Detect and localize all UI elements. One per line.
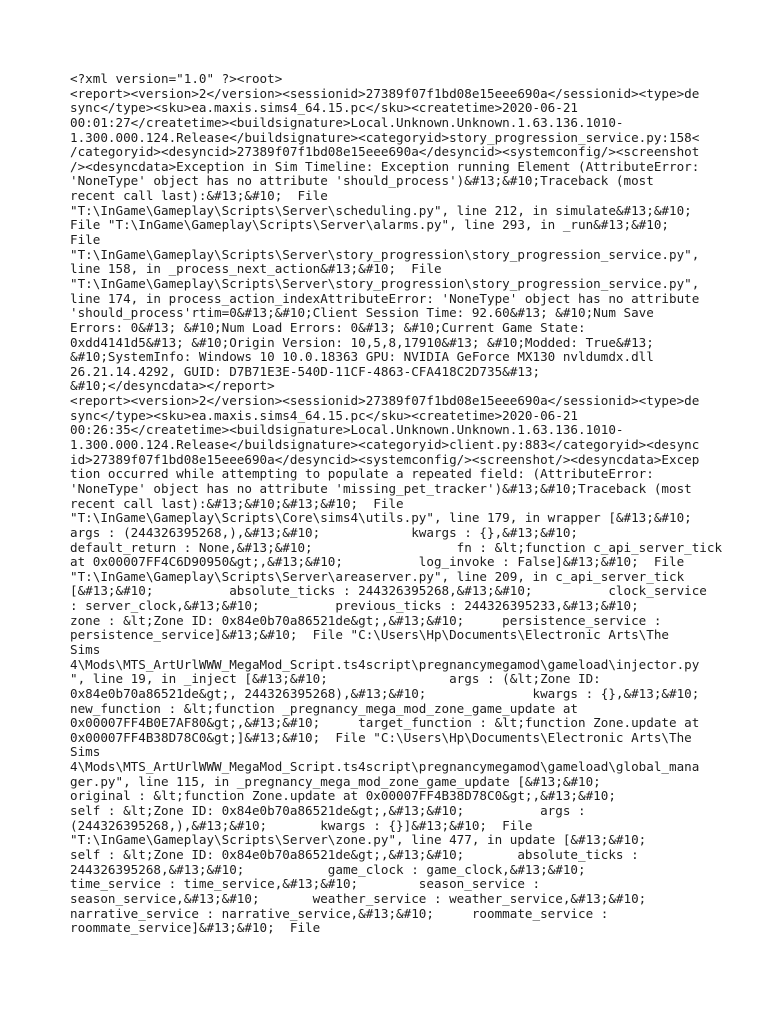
log-line: "T:\InGame\Gameplay\Scripts\Server\areaserver.py", line 209, in c_api_server_tick (70, 568, 685, 584)
log-line: new_function : &lt;function _pregnancy_mega_mod_zone_game_update at (70, 700, 578, 716)
log-line: Sims (70, 641, 101, 657)
log-line: <report><version>2</version><sessionid>27389f07f1bd08e15eee690a</sessionid><type>de (70, 393, 700, 409)
log-line: [&#13;&#10; absolute_ticks : 244326395268,&#13;&#10; clock_service (70, 583, 707, 599)
log-line: self : &lt;Zone ID: 0x84e0b70a86521de&gt;,&#13;&#10; args : (70, 803, 586, 819)
log-line: 'NoneType' object has no attribute 'missing_pet_tracker')&#13;&#10;Traceback (most (70, 480, 692, 496)
log-line: persistence_service]&#13;&#10; File "C:\Users\Hp\Documents\Electronic Arts\The (70, 627, 669, 643)
log-line: ", line 19, in _inject [&#13;&#10; args : (&lt;Zone ID: (70, 671, 601, 687)
log-line: 1.300.000.124.Release</buildsignature><categoryid>story_progression_service.py:158< (70, 129, 700, 145)
log-line: <report><version>2</version><sessionid>27389f07f1bd08e15eee690a</sessionid><type>de (70, 85, 700, 101)
log-text-block (70, 71, 723, 936)
log-line: <?xml version="1.0" ?><root> (70, 71, 283, 86)
log-line: tion occurred while attempting to populate a repeated field: (AttributeError: (70, 466, 654, 482)
log-line: /categoryid><desyncid>27389f07f1bd08e15eee690a</desyncid><systemconfig/><screenshot (70, 144, 700, 160)
log-line: default_return : None,&#13;&#10; fn : &lt;function c_api_server_tick (70, 539, 723, 555)
log-line: recent call last):&#13;&#10; File (70, 188, 328, 204)
log-line: Errors: 0&#13; &#10;Num Load Errors: 0&#13; &#10;Current Game State: (70, 319, 586, 335)
log-line: at 0x00007FF4C6D90950&gt;,&#13;&#10; log_invoke : False]&#13;&#10; File (70, 554, 685, 570)
log-line: 244326395268,&#13;&#10; game_clock : game_clock,&#13;&#10; (70, 861, 586, 877)
log-line: "T:\InGame\Gameplay\Scripts\Server\zone.py", line 477, in update [&#13;&#10; (70, 832, 647, 848)
log-line: self : &lt;Zone ID: 0x84e0b70a86521de&gt;,&#13;&#10; absolute_ticks : (70, 846, 639, 862)
log-line: 0x00007FF4B38D78C0&gt;]&#13;&#10; File "C:\Users\Hp\Documents\Electronic Arts\The (70, 729, 692, 745)
log-line: 0xdd4141d5&#13; &#10;Origin Version: 10,5,8,17910&#13; &#10;Modded: True&#13; (70, 334, 654, 350)
log-line: season_service,&#13;&#10; weather_service : weather_service,&#13;&#10; (70, 890, 647, 906)
log-line: "T:\InGame\Gameplay\Scripts\Core\sims4\utils.py", line 179, in wrapper [&#13;&#10; (70, 510, 692, 526)
log-line: "T:\InGame\Gameplay\Scripts\Server\story_progression\story_progression_service.py", (70, 275, 700, 291)
log-line: (244326395268,),&#13;&#10; kwargs : {}]&#13;&#10; File (70, 817, 533, 833)
log-line: time_service : time_service,&#13;&#10; season_service : (70, 876, 541, 892)
log-line: narrative_service : narrative_service,&#13;&#10; roommate_service : (70, 905, 609, 921)
log-line: 4\Mods\MTS_ArtUrlWWW_MegaMod_Script.ts4script\pregnancymegamod\gameload\injector.py (70, 656, 700, 672)
log-line: recent call last):&#13;&#10;&#13;&#10; File (70, 495, 404, 511)
log-line: Sims (70, 744, 101, 760)
log-line: 00:01:27</createtime><buildsignature>Local.Unknown.Unknown.1.63.136.1010- (70, 114, 624, 130)
log-line: line 174, in process_action_indexAttributeError: 'NoneType' object has no attribute (70, 290, 700, 306)
log-line: line 158, in _process_next_action&#13;&#10; File (70, 261, 442, 277)
log-line: zone : &lt;Zone ID: 0x84e0b70a86521de&gt;,&#13;&#10; persistence_service : (70, 612, 662, 628)
log-line: id>27389f07f1bd08e15eee690a</desyncid><systemconfig/><screenshot/><desyncdata>Excep (70, 451, 700, 467)
log-line: 1.300.000.124.Release</buildsignature><categoryid>client.py:883</categoryid><desync (70, 437, 700, 453)
log-line: 00:26:35</createtime><buildsignature>Local.Unknown.Unknown.1.63.136.1010- (70, 422, 624, 438)
log-line: ger.py", line 115, in _pregnancy_mega_mod_zone_game_update [&#13;&#10; (70, 773, 601, 789)
log-line: 'should_process'rtim=0&#13;&#10;Client Session Time: 92.60&#13; &#10;Num Save (70, 305, 654, 321)
log-line: : server_clock,&#13;&#10; previous_ticks : 244326395233,&#13;&#10; (70, 598, 639, 614)
log-line: args : (244326395268,),&#13;&#10; kwargs : {},&#13;&#10; (70, 524, 578, 540)
log-line: 'NoneType' object has no attribute 'should_process')&#13;&#10;Traceback (most (70, 173, 654, 189)
log-line: original : &lt;function Zone.update at 0x00007FF4B38D78C0&gt;,&#13;&#10; (70, 788, 616, 804)
log-line: /><desyncdata>Exception in Sim Timeline: Exception running Element (AttributeError: (70, 158, 700, 174)
log-line: 26.21.14.4292, GUID: D7B71E3E-540D-11CF-4863-CFA418C2D735&#13; (70, 363, 541, 379)
log-line: sync</type><sku>ea.maxis.sims4_64.15.pc</sku><createtime>2020-06-21 (70, 407, 578, 423)
log-line: File (70, 232, 101, 248)
log-line: &#10;</desyncdata></report> (70, 378, 275, 394)
log-line: sync</type><sku>ea.maxis.sims4_64.15.pc</sku><createtime>2020-06-21 (70, 100, 578, 116)
log-line: roommate_service]&#13;&#10; File (70, 920, 321, 936)
log-line: "T:\InGame\Gameplay\Scripts\Server\scheduling.py", line 212, in simulate&#13;&#10; (70, 202, 692, 218)
log-line: "T:\InGame\Gameplay\Scripts\Server\story_progression\story_progression_service.py", (70, 246, 700, 262)
log-line: 4\Mods\MTS_ArtUrlWWW_MegaMod_Script.ts4script\pregnancymegamod\gameload\global_mana (70, 759, 700, 775)
log-line: 0x84e0b70a86521de&gt;, 244326395268),&#13;&#10; kwargs : {},&#13;&#10; (70, 685, 700, 701)
log-line: &#10;SystemInfo: Windows 10 10.0.18363 GPU: NVIDIA GeForce MX130 nvldumdx.dll (70, 349, 654, 365)
log-line: File "T:\InGame\Gameplay\Scripts\Server\alarms.py", line 293, in _run&#13;&#10; (70, 217, 669, 233)
log-line: 0x00007FF4B0E7AF80&gt;,&#13;&#10; target_function : &lt;function Zone.update at (70, 715, 700, 731)
